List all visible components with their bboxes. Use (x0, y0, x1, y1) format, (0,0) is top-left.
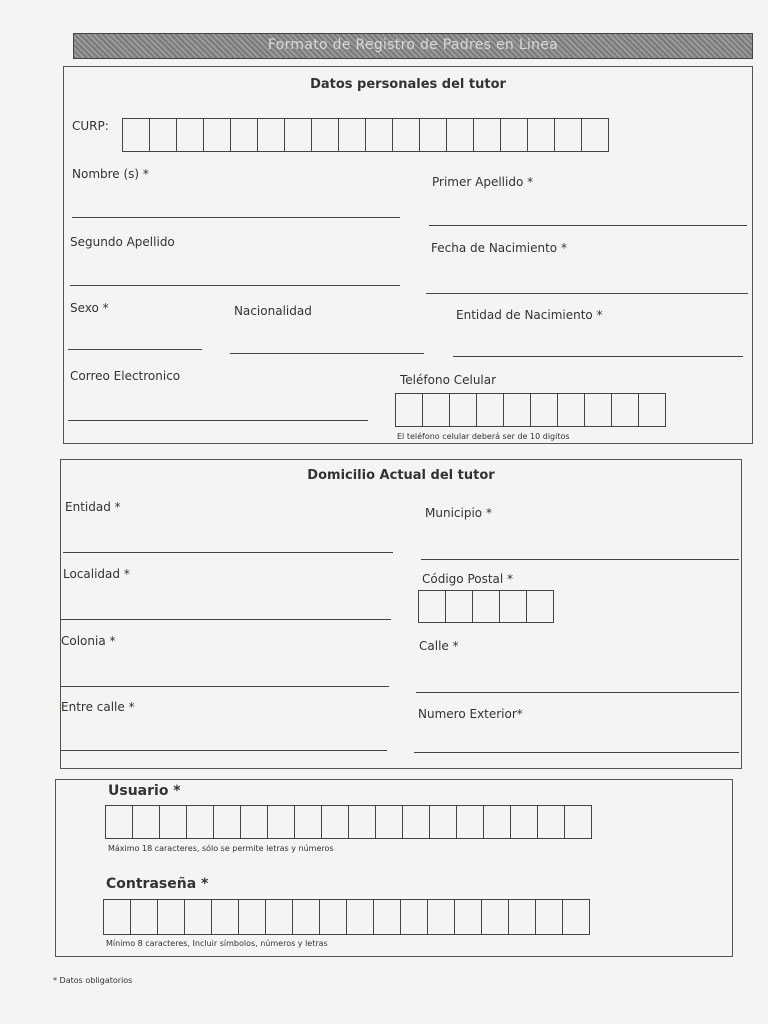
address-section (60, 459, 742, 769)
localidad-field[interactable] (61, 619, 391, 620)
usuario-note: Máximo 18 caracteres, sólo se permite letras y números (108, 844, 334, 853)
char-box[interactable] (311, 118, 339, 152)
char-box[interactable] (103, 899, 131, 935)
char-box[interactable] (472, 590, 500, 623)
char-box[interactable] (319, 899, 347, 935)
char-box[interactable] (346, 899, 374, 935)
char-box[interactable] (338, 118, 366, 152)
char-box[interactable] (203, 118, 231, 152)
contrasena-note: Mínimo 8 caracteres, Incluir símbolos, números y letras (106, 939, 328, 948)
curp-label: CURP: (72, 119, 109, 133)
char-box[interactable] (373, 899, 401, 935)
char-box[interactable] (526, 590, 554, 623)
telefono-label: Teléfono Celular (400, 373, 497, 387)
fecha-nacimiento-label: Fecha de Nacimiento * (431, 241, 567, 255)
char-box[interactable] (554, 118, 582, 152)
char-box[interactable] (213, 805, 241, 839)
char-box[interactable] (535, 899, 563, 935)
char-box[interactable] (238, 899, 266, 935)
contrasena-label: Contraseña * (106, 876, 209, 892)
char-box[interactable] (581, 118, 609, 152)
char-box[interactable] (395, 393, 423, 427)
entidad-nacimiento-field[interactable] (453, 356, 743, 357)
required-fields-note: * Datos obligatorios (53, 976, 133, 985)
primer-apellido-label: Primer Apellido * (432, 175, 534, 189)
char-box[interactable] (499, 590, 527, 623)
char-box[interactable] (240, 805, 268, 839)
char-box[interactable] (429, 805, 457, 839)
char-box[interactable] (449, 393, 477, 427)
telefono-note: El teléfono celular deberá ser de 10 digitos (397, 432, 570, 441)
char-box[interactable] (365, 118, 393, 152)
char-box[interactable] (503, 393, 531, 427)
char-box[interactable] (184, 899, 212, 935)
char-box[interactable] (508, 899, 536, 935)
char-box[interactable] (537, 805, 565, 839)
char-box[interactable] (294, 805, 322, 839)
entre-calle-field[interactable] (61, 750, 387, 751)
colonia-label: Colonia * (61, 634, 116, 648)
account-section (55, 779, 733, 957)
segundo-apellido-label: Segundo Apellido (70, 235, 175, 249)
char-box[interactable] (473, 118, 501, 152)
char-box[interactable] (132, 805, 160, 839)
char-box[interactable] (157, 899, 185, 935)
char-box[interactable] (530, 393, 558, 427)
char-box[interactable] (446, 118, 474, 152)
char-box[interactable] (176, 118, 204, 152)
contrasena-boxes[interactable] (103, 899, 590, 935)
calle-field[interactable] (416, 692, 739, 693)
numero-exterior-field[interactable] (414, 752, 739, 753)
char-box[interactable] (454, 899, 482, 935)
char-box[interactable] (564, 805, 592, 839)
char-box[interactable] (562, 899, 590, 935)
telefono-boxes[interactable] (395, 393, 666, 427)
entidad-nacimiento-label: Entidad de Nacimiento * (456, 308, 603, 322)
sexo-label: Sexo * (70, 301, 109, 315)
curp-boxes[interactable] (122, 118, 609, 152)
fecha-nacimiento-field[interactable] (426, 293, 748, 294)
municipio-field[interactable] (421, 559, 739, 560)
char-box[interactable] (400, 899, 428, 935)
codigo-postal-label: Código Postal * (422, 572, 514, 586)
sexo-field[interactable] (68, 349, 202, 350)
correo-label: Correo Electronico (70, 369, 181, 383)
char-box[interactable] (267, 805, 295, 839)
entidad-field[interactable] (63, 552, 393, 553)
municipio-label: Municipio * (425, 506, 492, 520)
char-box[interactable] (527, 118, 555, 152)
segundo-apellido-field[interactable] (70, 285, 400, 286)
calle-label: Calle * (419, 639, 459, 653)
char-box[interactable] (122, 118, 150, 152)
char-box[interactable] (418, 590, 446, 623)
char-box[interactable] (611, 393, 639, 427)
entre-calle-label: Entre calle * (61, 700, 135, 714)
char-box[interactable] (130, 899, 158, 935)
char-box[interactable] (265, 899, 293, 935)
char-box[interactable] (230, 118, 258, 152)
char-box[interactable] (284, 118, 312, 152)
char-box[interactable] (483, 805, 511, 839)
char-box[interactable] (638, 393, 666, 427)
codigo-postal-boxes[interactable] (418, 590, 554, 623)
nacionalidad-field[interactable] (230, 353, 424, 354)
colonia-field[interactable] (61, 686, 389, 687)
form-title: Formato de Registro de Padres en Linea (267, 37, 559, 53)
correo-field[interactable] (68, 420, 368, 421)
char-box[interactable] (211, 899, 239, 935)
char-box[interactable] (419, 118, 447, 152)
form-header-bar (73, 33, 753, 59)
char-box[interactable] (348, 805, 376, 839)
char-box[interactable] (186, 805, 214, 839)
char-box[interactable] (481, 899, 509, 935)
char-box[interactable] (321, 805, 349, 839)
char-box[interactable] (456, 805, 484, 839)
localidad-label: Localidad * (63, 567, 130, 581)
nombre-field[interactable] (72, 217, 400, 218)
char-box[interactable] (427, 899, 455, 935)
char-box[interactable] (292, 899, 320, 935)
entidad-label: Entidad * (65, 500, 121, 514)
address-section-title: Domicilio Actual del tutor (307, 468, 495, 483)
char-box[interactable] (422, 393, 450, 427)
numero-exterior-label: Numero Exterior* (418, 707, 523, 721)
personal-data-section (63, 66, 753, 444)
char-box[interactable] (584, 393, 612, 427)
char-box[interactable] (557, 393, 585, 427)
char-box[interactable] (445, 590, 473, 623)
usuario-label: Usuario * (108, 783, 181, 799)
char-box[interactable] (402, 805, 430, 839)
char-box[interactable] (500, 118, 528, 152)
char-box[interactable] (105, 805, 133, 839)
nacionalidad-label: Nacionalidad (234, 304, 312, 318)
char-box[interactable] (257, 118, 285, 152)
char-box[interactable] (510, 805, 538, 839)
nombre-label: Nombre (s) * (72, 167, 149, 181)
char-box[interactable] (159, 805, 187, 839)
usuario-boxes[interactable] (105, 805, 592, 839)
char-box[interactable] (392, 118, 420, 152)
char-box[interactable] (375, 805, 403, 839)
primer-apellido-field[interactable] (429, 225, 747, 226)
char-box[interactable] (476, 393, 504, 427)
personal-section-title: Datos personales del tutor (310, 77, 506, 92)
char-box[interactable] (149, 118, 177, 152)
